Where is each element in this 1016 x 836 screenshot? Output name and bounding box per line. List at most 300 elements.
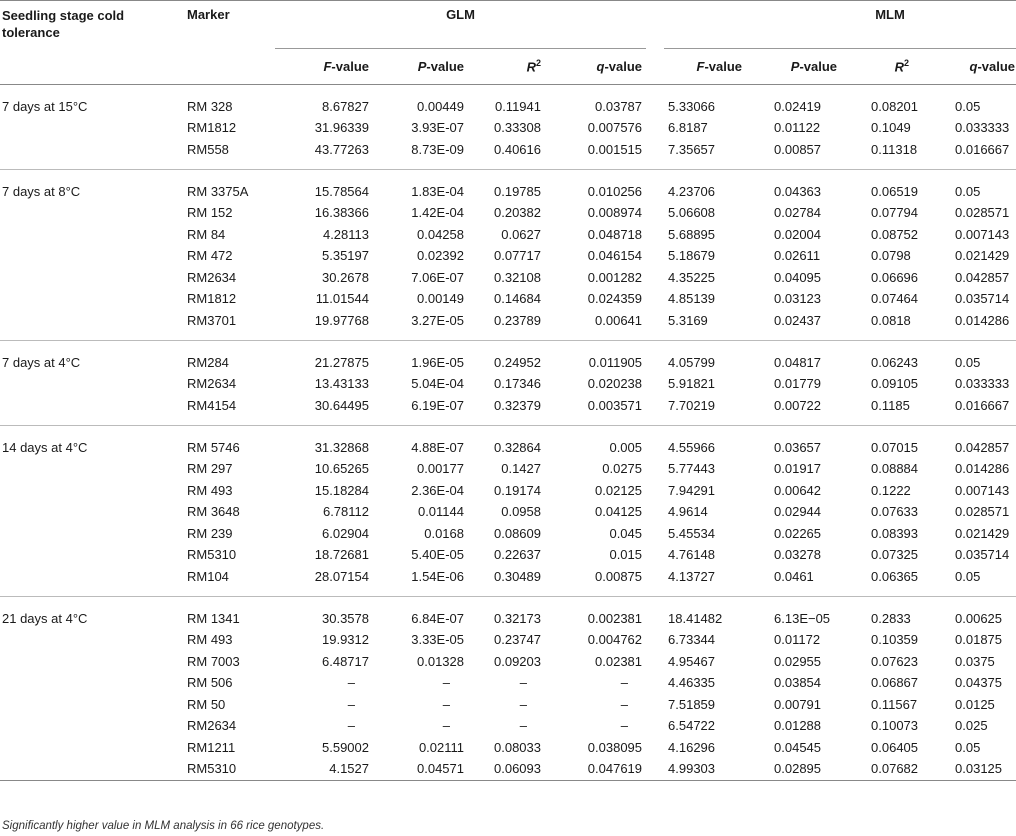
- mlm-r2-cell: 0.10359: [871, 632, 919, 648]
- column-spacer: [646, 629, 664, 651]
- glm-f-cell: 13.43133: [314, 376, 369, 392]
- column-spacer: [646, 426, 664, 459]
- marker-cell: RM 328: [187, 98, 233, 114]
- mlm-r2-cell: 0.07623: [871, 653, 919, 669]
- glm-q-header: q-value: [563, 49, 646, 85]
- mlm-f-cell: 4.23706: [668, 183, 716, 199]
- stage-cell-empty: [0, 544, 183, 566]
- mlm-f-cell: 5.77443: [668, 461, 716, 477]
- glm-q-cell: 0.015: [609, 547, 643, 563]
- stage-label: 7 days at 8°C: [2, 183, 81, 199]
- table-row: [0, 672, 1016, 694]
- glm-r2-cell: –: [519, 675, 527, 691]
- column-spacer: [646, 341, 664, 374]
- column-spacer: [646, 310, 664, 341]
- marker-cell: RM2634: [187, 718, 237, 734]
- mlm-p-cell: 0.02437: [746, 310, 841, 341]
- mlm-q-cell: 0.025: [955, 718, 988, 734]
- mlm-q-cell: 0.01875: [955, 632, 1003, 648]
- marker-cell: RM 1341: [187, 610, 240, 626]
- column-spacer: [646, 501, 664, 523]
- mlm-f-cell: 7.70219: [664, 395, 746, 426]
- column-spacer: [646, 170, 664, 203]
- mlm-p-cell: 0.04817: [774, 354, 822, 370]
- mlm-r2-cell: 0.10073: [871, 718, 919, 734]
- mlm-r2-cell: 0.07682: [841, 758, 931, 780]
- glm-f-cell: –: [347, 675, 355, 691]
- marker-cell: RM104: [183, 566, 275, 597]
- glm-f-cell: 18.72681: [314, 547, 369, 563]
- glm-p-cell: 5.04E-04: [411, 376, 464, 392]
- glm-r2-cell: 0.0958: [501, 504, 541, 520]
- glm-r2-cell: 0.07717: [494, 248, 541, 264]
- mlm-q-cell: 0.033333: [955, 120, 1010, 136]
- stage-cell-empty: [0, 267, 183, 289]
- table-row: [0, 426, 1016, 459]
- glm-f-cell: 11.01544: [315, 291, 369, 307]
- glm-f-cell: 30.64495: [275, 395, 373, 426]
- glm-q-cell: 0.007576: [587, 120, 643, 136]
- stage-label: 21 days at 4°C: [2, 610, 88, 626]
- glm-f-cell: 6.78112: [322, 504, 369, 520]
- stage-cell-empty: [0, 245, 183, 267]
- mlm-f-cell: 6.54722: [668, 718, 716, 734]
- mlm-r2-cell: 0.08884: [871, 461, 919, 477]
- stage-cell-empty: [0, 395, 183, 426]
- table-row: [0, 501, 1016, 523]
- stage-cell-empty: [0, 373, 183, 395]
- glm-q-cell: 0.008974: [587, 205, 643, 221]
- glm-r2-cell: –: [519, 718, 527, 734]
- column-spacer: [646, 245, 664, 267]
- glm-p-cell: 1.83E-04: [411, 183, 464, 199]
- glm-f-cell: 16.38366: [314, 205, 369, 221]
- mlm-q-cell: 0.05: [931, 566, 1016, 597]
- mlm-f-cell: 5.18679: [668, 248, 716, 264]
- glm-f-cell: 28.07154: [275, 566, 373, 597]
- table-row: [0, 523, 1016, 545]
- mlm-p-cell: 0.02895: [746, 758, 841, 780]
- mlm-f-cell: 4.85139: [668, 291, 716, 307]
- table-row: [0, 566, 1016, 597]
- stage-cell-empty: [0, 202, 183, 224]
- column-spacer: [646, 288, 664, 310]
- table-row: [0, 288, 1016, 310]
- mlm-f-cell: 5.33066: [668, 98, 716, 114]
- column-spacer: [646, 566, 664, 597]
- glm-f-cell: 5.59002: [322, 739, 369, 755]
- glm-r2-cell: 0.19785: [494, 183, 541, 199]
- mlm-f-cell: 4.95467: [668, 653, 716, 669]
- mlm-r2-cell: 0.1185: [841, 395, 931, 426]
- glm-p-cell: 4.88E-07: [411, 439, 464, 455]
- glm-q-cell: 0.001515: [563, 139, 646, 170]
- column-spacer: [646, 737, 664, 759]
- column-spacer: [646, 224, 664, 246]
- mlm-p-cell: 0.02004: [774, 226, 822, 242]
- mlm-p-cell: 0.01288: [774, 718, 822, 734]
- stage-column-header: Seedling stage cold tolerance: [0, 1, 183, 85]
- table-row: [0, 373, 1016, 395]
- glm-f-header: F-value: [275, 49, 373, 85]
- glm-p-cell: 3.33E-05: [411, 632, 464, 648]
- glm-p-cell: 0.00149: [417, 291, 464, 307]
- mlm-f-cell: 5.3169: [664, 310, 746, 341]
- glm-q-cell: 0.0275: [602, 461, 643, 477]
- marker-cell: RM 506: [187, 675, 233, 691]
- mlm-p-cell: 0.02784: [774, 205, 822, 221]
- glm-p-cell: 0.01144: [417, 504, 464, 520]
- glm-p-cell: 0.00177: [417, 461, 464, 477]
- glm-q-cell: 0.048718: [587, 226, 643, 242]
- mlm-p-cell: 0.03123: [774, 291, 822, 307]
- marker-cell: RM 152: [187, 205, 233, 221]
- mlm-q-cell: 0.033333: [955, 376, 1010, 392]
- stage-label: 7 days at 15°C: [2, 98, 88, 114]
- mlm-q-cell: 0.0375: [955, 653, 995, 669]
- stage-cell-empty: [0, 501, 183, 523]
- glm-p-cell: 2.36E-04: [411, 482, 464, 498]
- stage-cell-empty: [0, 117, 183, 139]
- mlm-q-cell: 0.05: [955, 98, 981, 114]
- glm-p-cell: 1.96E-05: [411, 354, 464, 370]
- glm-f-cell: 31.96339: [314, 120, 369, 136]
- mlm-p-header: P-value: [746, 49, 841, 85]
- mlm-r2-cell: 0.06405: [871, 739, 919, 755]
- stage-cell-empty: [0, 694, 183, 716]
- glm-q-cell: 0.00641: [563, 310, 646, 341]
- mlm-r2-cell: 0.07325: [871, 547, 919, 563]
- glm-f-cell: 15.78564: [314, 183, 369, 199]
- glm-p-cell: 7.06E-07: [411, 269, 464, 285]
- mlm-q-cell: 0.05: [955, 739, 981, 755]
- mlm-r2-cell: 0.06365: [841, 566, 931, 597]
- mlm-p-cell: 0.00722: [746, 395, 841, 426]
- table-row: [0, 245, 1016, 267]
- marker-cell: RM 493: [187, 482, 233, 498]
- glm-f-cell: 4.28113: [322, 226, 369, 242]
- stage-cell-empty: [0, 566, 183, 597]
- glm-q-cell: –: [620, 718, 629, 734]
- glm-r2-cell: 0.24952: [494, 354, 541, 370]
- stage-cell-empty: [0, 715, 183, 737]
- table-row: [0, 310, 1016, 341]
- marker-cell: RM 3375A: [187, 183, 249, 199]
- mlm-r2-cell: 0.2833: [871, 610, 911, 626]
- glm-p-cell: 0.04571: [373, 758, 468, 780]
- mlm-q-cell: 0.00625: [955, 610, 1003, 626]
- table-row: [0, 341, 1016, 374]
- mlm-q-cell: 0.014286: [931, 310, 1016, 341]
- glm-q-cell: 0.046154: [587, 248, 643, 264]
- glm-r2-cell: 0.14684: [494, 291, 541, 307]
- mlm-q-cell: 0.04375: [955, 675, 1003, 691]
- mlm-r2-cell: 0.11318: [841, 139, 931, 170]
- mlm-f-cell: 6.8187: [668, 120, 708, 136]
- table-row: [0, 597, 1016, 630]
- glm-p-cell: 5.40E-05: [411, 547, 464, 563]
- mlm-q-cell: 0.007143: [955, 226, 1010, 242]
- mlm-f-cell: 5.68895: [668, 226, 716, 242]
- column-spacer: [646, 715, 664, 737]
- table-row: [0, 544, 1016, 566]
- mlm-q-cell: 0.042857: [955, 439, 1010, 455]
- glm-f-cell: 21.27875: [314, 354, 369, 370]
- column-spacer: [646, 544, 664, 566]
- mlm-r2-cell: 0.08393: [871, 525, 919, 541]
- glm-f-cell: 30.2678: [322, 269, 369, 285]
- column-spacer: [646, 458, 664, 480]
- table-row: [0, 480, 1016, 502]
- glm-p-cell: 0.02111: [418, 739, 464, 755]
- glm-f-cell: 15.18284: [314, 482, 369, 498]
- mlm-q-cell: 0.014286: [955, 461, 1010, 477]
- stage-cell-empty: [0, 651, 183, 673]
- mlm-f-cell: 5.45534: [668, 525, 716, 541]
- column-spacer: [646, 373, 664, 395]
- glm-f-cell: 19.97768: [275, 310, 373, 341]
- marker-cell: RM2634: [187, 376, 237, 392]
- glm-q-cell: –: [620, 675, 629, 691]
- marker-cell: RM2634: [187, 269, 237, 285]
- marker-cell: RM 493: [187, 632, 233, 648]
- mlm-r2-cell: 0.08752: [871, 226, 919, 242]
- glm-q-cell: –: [620, 696, 629, 712]
- marker-cell: RM1211: [187, 739, 236, 755]
- marker-cell: RM1812: [187, 291, 237, 307]
- mlm-f-cell: 7.35657: [664, 139, 746, 170]
- table-row: [0, 202, 1016, 224]
- table-row: [0, 458, 1016, 480]
- glm-f-cell: –: [347, 696, 355, 712]
- stage-cell-empty: [0, 288, 183, 310]
- glm-f-cell: 5.35197: [322, 248, 369, 264]
- mlm-f-cell: 4.99303: [664, 758, 746, 780]
- glm-p-cell: 3.27E-05: [373, 310, 468, 341]
- mlm-q-cell: 0.035714: [955, 291, 1010, 307]
- glm-r2-cell: 0.08033: [494, 739, 541, 755]
- mlm-r2-cell: 0.07015: [871, 439, 919, 455]
- mlm-r2-cell: 0.07633: [871, 504, 919, 520]
- glm-f-cell: 30.3578: [322, 610, 369, 626]
- stage-cell-empty: [0, 224, 183, 246]
- table-body: [0, 85, 1016, 781]
- table-row: [0, 267, 1016, 289]
- marker-cell: RM558: [183, 139, 275, 170]
- mlm-f-cell: 7.94291: [668, 482, 716, 498]
- table-row: [0, 224, 1016, 246]
- mlm-p-cell: 0.04363: [774, 183, 822, 199]
- glm-p-header: P-value: [373, 49, 468, 85]
- glm-r2-cell: 0.06093: [468, 758, 563, 780]
- mlm-p-cell: 0.03854: [774, 675, 822, 691]
- glm-r2-cell: 0.20382: [494, 205, 541, 221]
- column-spacer: [646, 395, 664, 426]
- glm-q-cell: 0.005: [609, 439, 643, 455]
- stage-cell-empty: [0, 672, 183, 694]
- mlm-f-cell: 4.05799: [668, 354, 716, 370]
- mlm-q-cell: 0.007143: [955, 482, 1010, 498]
- column-spacer: [646, 651, 664, 673]
- column-spacer: [646, 758, 664, 780]
- mlm-q-cell: 0.016667: [931, 139, 1016, 170]
- mlm-r2-cell: 0.09105: [871, 376, 919, 392]
- marker-cell: RM4154: [183, 395, 275, 426]
- glm-r2-cell: 0.0627: [501, 226, 541, 242]
- table-row: [0, 737, 1016, 759]
- table-row: [0, 758, 1016, 780]
- mlm-f-header: F-value: [664, 49, 746, 85]
- marker-cell: RM 3648: [187, 504, 240, 520]
- mlm-q-cell: 0.042857: [955, 269, 1010, 285]
- glm-p-cell: –: [442, 718, 450, 734]
- glm-q-cell: 0.002381: [587, 610, 643, 626]
- marker-cell: RM 7003: [187, 653, 240, 669]
- marker-cell: RM1812: [187, 120, 237, 136]
- mlm-p-cell: 0.01122: [774, 120, 821, 136]
- glm-r2-cell: 0.17346: [494, 376, 541, 392]
- table-row: [0, 139, 1016, 170]
- mlm-q-cell: 0.03125: [931, 758, 1016, 780]
- glm-p-cell: –: [442, 675, 450, 691]
- marker-cell: RM 5746: [187, 439, 240, 455]
- mlm-p-cell: 0.04095: [774, 269, 822, 285]
- column-spacer: [646, 267, 664, 289]
- mlm-f-cell: 4.55966: [668, 439, 716, 455]
- glm-r2-cell: –: [519, 696, 527, 712]
- marker-cell: RM 297: [187, 461, 233, 477]
- mlm-f-cell: 4.76148: [668, 547, 716, 563]
- glm-q-cell: 0.02125: [595, 482, 643, 498]
- column-spacer: [646, 85, 664, 118]
- mlm-r2-cell: 0.1222: [871, 482, 911, 498]
- glm-p-cell: 1.42E-04: [411, 205, 464, 221]
- table-row: [0, 85, 1016, 118]
- mlm-r2-cell: 0.08201: [871, 98, 919, 114]
- mlm-p-cell: 0.03278: [774, 547, 822, 563]
- mlm-q-cell: 0.05: [955, 354, 981, 370]
- glm-r2-cell: 0.22637: [494, 547, 541, 563]
- mlm-r2-cell: 0.07794: [871, 205, 919, 221]
- mlm-r2-cell: 0.11567: [871, 696, 918, 712]
- mlm-f-cell: 6.73344: [668, 632, 716, 648]
- mlm-p-cell: 0.02419: [774, 98, 822, 114]
- table-row: [0, 395, 1016, 426]
- glm-p-cell: 0.02392: [417, 248, 464, 264]
- glm-f-cell: –: [347, 718, 355, 734]
- marker-cell: RM3701: [183, 310, 275, 341]
- glm-q-cell: 0.010256: [587, 183, 643, 199]
- glm-p-cell: 0.0168: [424, 525, 464, 541]
- table-row: [0, 694, 1016, 716]
- glm-r2-header: $R^2$: [468, 49, 563, 85]
- glm-p-cell: 1.54E-06: [373, 566, 468, 597]
- column-spacer: [646, 139, 664, 170]
- mlm-r2-header: $R^2$: [841, 49, 931, 85]
- table-row: [0, 651, 1016, 673]
- mlm-p-cell: 0.01779: [774, 376, 822, 392]
- mlm-r2-cell: 0.0798: [871, 248, 911, 264]
- glm-p-cell: 6.19E-07: [373, 395, 468, 426]
- marker-column-header: Marker: [183, 1, 275, 85]
- mlm-q-cell: 0.021429: [955, 248, 1010, 264]
- glm-q-cell: 0.011905: [588, 354, 643, 370]
- marker-cell: RM 84: [187, 226, 226, 242]
- glm-q-cell: 0.020238: [587, 376, 643, 392]
- glm-r2-cell: 0.40616: [468, 139, 563, 170]
- table-row: [0, 117, 1016, 139]
- mlm-p-cell: 0.02265: [774, 525, 822, 541]
- glm-f-cell: 43.77263: [275, 139, 373, 170]
- glm-q-cell: 0.038095: [587, 739, 643, 755]
- mlm-p-cell: 0.01917: [774, 461, 822, 477]
- table-row: [0, 629, 1016, 651]
- marker-cell: RM 239: [187, 525, 233, 541]
- glm-f-cell: 6.48717: [322, 653, 369, 669]
- mlm-r2-cell: 0.0818: [841, 310, 931, 341]
- glm-r2-cell: 0.23789: [468, 310, 563, 341]
- marker-cell: RM5310: [187, 547, 237, 563]
- glm-q-cell: 0.045: [609, 525, 643, 541]
- glm-q-cell: 0.024359: [587, 291, 643, 307]
- mlm-f-cell: 4.35225: [668, 269, 716, 285]
- stage-cell-empty: [0, 458, 183, 480]
- glm-p-cell: 6.84E-07: [411, 610, 464, 626]
- mlm-r2-cell: 0.06519: [871, 183, 919, 199]
- table-row: [0, 170, 1016, 203]
- mlm-f-cell: 4.16296: [668, 739, 716, 755]
- stage-cell-empty: [0, 523, 183, 545]
- glm-p-cell: 0.00449: [417, 98, 464, 114]
- stage-label: 7 days at 4°C: [2, 354, 81, 370]
- mlm-f-cell: 5.06608: [668, 205, 716, 221]
- column-spacer: [646, 480, 664, 502]
- mlm-f-cell: 4.9614: [668, 504, 708, 520]
- footnote: Significantly higher value in MLM analysis in 66 rice genotypes.: [2, 820, 325, 832]
- marker-cell: RM 50: [187, 696, 226, 712]
- mlm-p-cell: 0.01172: [774, 632, 821, 648]
- mlm-p-cell: 0.00642: [774, 482, 822, 498]
- glm-p-cell: 0.01328: [417, 653, 464, 669]
- glm-group-header: GLM: [275, 1, 646, 49]
- mlm-f-cell: 7.51859: [668, 696, 716, 712]
- table-row: [0, 715, 1016, 737]
- glm-r2-cell: 0.23747: [494, 632, 541, 648]
- glm-r2-cell: 0.30489: [468, 566, 563, 597]
- stage-cell-empty: [0, 758, 183, 780]
- glm-r2-cell: 0.08609: [494, 525, 541, 541]
- mlm-p-cell: 0.02955: [774, 653, 822, 669]
- mlm-f-cell: 5.91821: [668, 376, 716, 392]
- marker-cell: RM284: [187, 354, 229, 370]
- column-spacer: [646, 523, 664, 545]
- glm-f-cell: 4.1527: [275, 758, 373, 780]
- glm-f-cell: 10.65265: [314, 461, 369, 477]
- glm-p-cell: 8.73E-09: [373, 139, 468, 170]
- marker-cell: RM 472: [187, 248, 233, 264]
- column-spacer: [646, 597, 664, 630]
- header-row-top: [0, 1, 1016, 49]
- stage-cell-empty: [0, 139, 183, 170]
- glm-f-cell: 6.02904: [322, 525, 369, 541]
- mlm-q-cell: 0.021429: [955, 525, 1010, 541]
- mlm-p-cell: 0.03657: [774, 439, 822, 455]
- stage-cell-empty: [0, 310, 183, 341]
- glm-p-cell: –: [442, 696, 450, 712]
- glm-p-cell: 0.04258: [417, 226, 464, 242]
- mlm-r2-cell: 0.06243: [871, 354, 919, 370]
- mlm-p-cell: 0.02944: [774, 504, 822, 520]
